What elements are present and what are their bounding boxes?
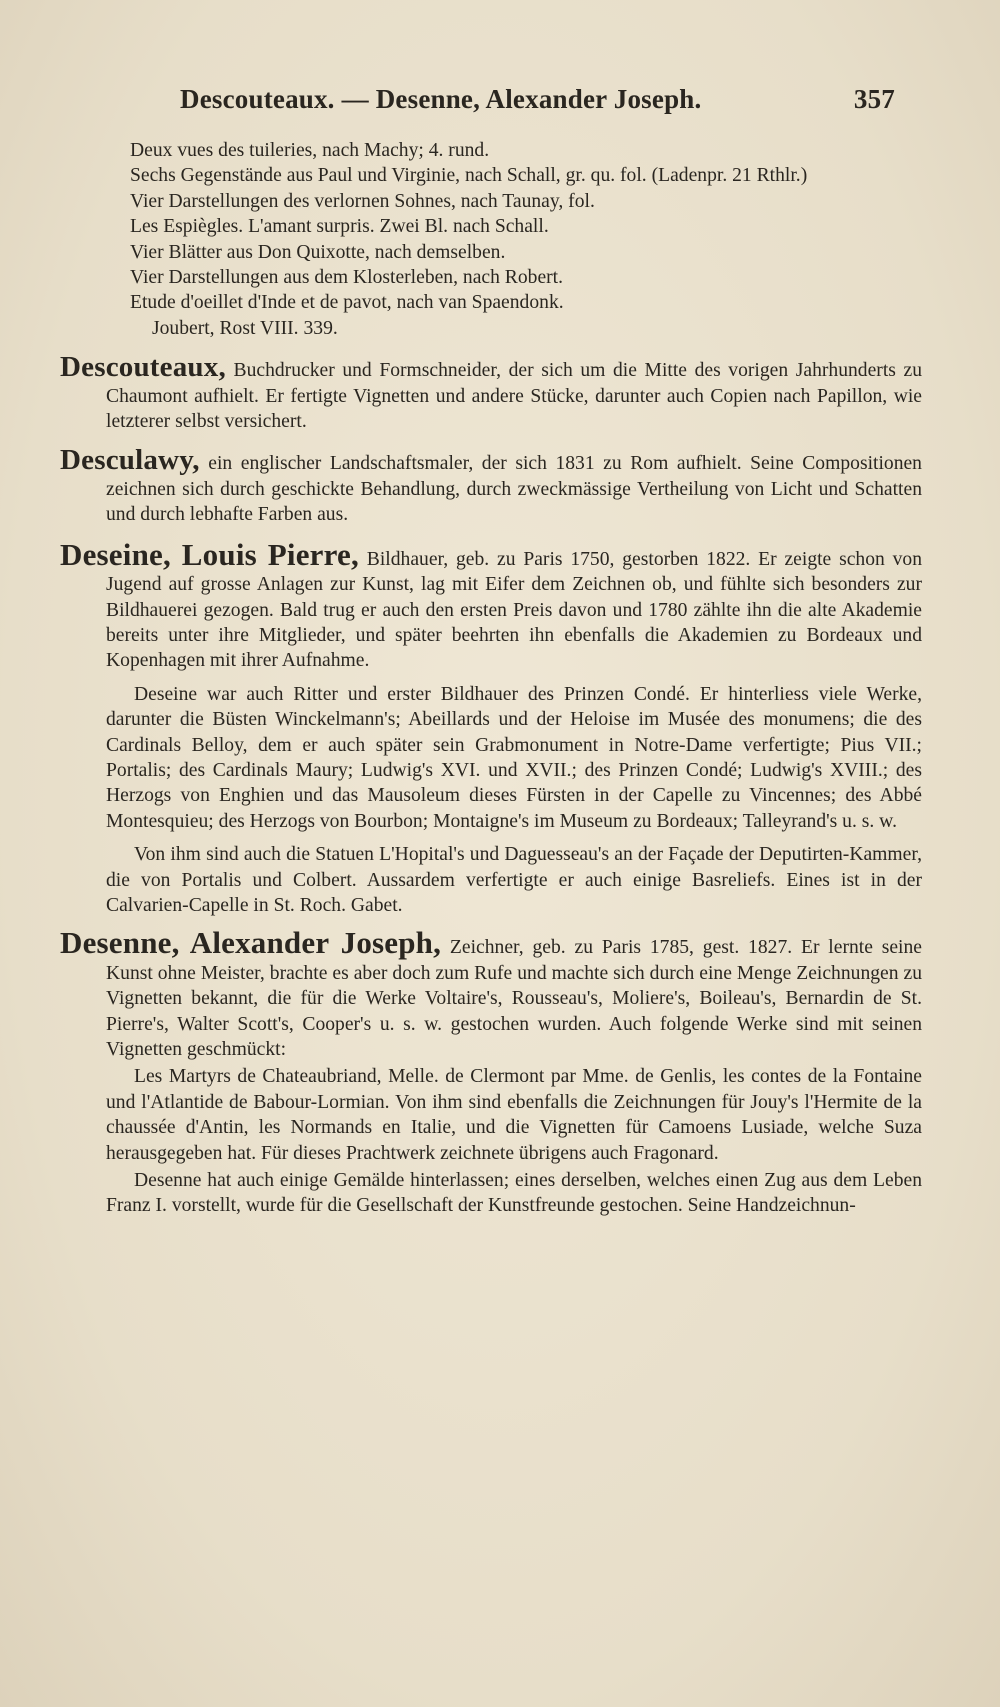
entry-text: Bildhauer, geb. zu Paris 1750, gestorben 1822. Er zeigte schon von Jugend auf grosse Anlagen zur Kunst, lag mit Eifer dem Zeichnen ob, und fühlte sich besonders zur Bildhauerei gezogen. Bald trug er auch den ersten Preis davon und 1780 zählte ihn die alte Akademie bereits unter ihre Mitglieder, und später beehrten ihn ebenfalls die Akademien zu Bordeaux und Kopenhagen mit ihrer Aufnahme. (106, 548, 923, 672)
entry-headword: Desculawy, (60, 444, 200, 477)
entry-headword: Descouteaux, (60, 351, 226, 384)
entry-text: Zeichner, geb. zu Paris 1785, gest. 1827. Er lernte seine Kunst ohne Meister, brachte es aber doch zum Rufe und machte sich durch eine Menge Zeichnungen zu Vignetten bekannt, die für die Werke Voltaire's, Rousseau's, Moliere's, Boileau's, Bernardin de St. Pierre's, Walter Scott's, Cooper's u. s. w. gestochen wurden. Auch folgende Werke sind mit seinen Vignetten geschmückt: (106, 937, 922, 1060)
entry-paragraph: Les Martyrs de Chateaubriand, Melle. de Clermont par Mme. de Genlis, les contes de la Fontaine und l'Atlantide de Babour-Lormian. Von ihm sind ebenfalls die Zeichnungen für Jouy's l'Hermite de la chaussée d'Antin, les Normands en Italie, und die Vignetten für Camoens Lusiade, welche Suza herausgegeben hat. Für dieses Prachtwerk zeichnete übrigens auch Fragonard. (106, 1066, 922, 1164)
list-item: Vier Darstellungen aus dem Klosterleben, nach Robert. (130, 267, 564, 289)
entry-deseine (60, 536, 923, 674)
entry-paragraph: Desenne hat auch einige Gemälde hinterlassen; eines derselben, welches einen Zug aus dem Leben Franz I. vorstellt, wurde für die Gesellschaft der Kunstfreunde gestochen. Seine Handzeichnun- (106, 1170, 922, 1217)
entry-headword: Deseine, Louis Pierre, (60, 536, 359, 572)
page-number: 357 (853, 84, 895, 114)
list-item: Etude d'oeillet d'Inde et de pavot, nach van Spaendonk. (130, 292, 564, 314)
works-list (60, 138, 922, 341)
page-body (60, 138, 922, 1221)
entry-desculawy (60, 444, 922, 527)
list-source: Joubert, Rost VIII. 339. (152, 317, 338, 339)
running-header (180, 84, 895, 115)
entry-paragraph: Deseine war auch Ritter und erster Bildhauer des Prinzen Condé. Er hinterliess viele Werke, darunter die Büsten Winckelmann's; Abeillards und der Heloise im Musée des monumens; die des Cardinals Belloy, dem er auch später sein Grabmonument in Notre-Dame verfertigte; Pius VII.; Portalis; des Cardinals Maury; Ludwig's XVI. und XVII.; des Prinzen Condé; Ludwig's XVIII.; des Herzogs von Enghien und das Mausoleum dieses Fürsten in der Capelle zu Vincennes; des Abbé Montesquieu; des Herzogs von Bourbon; Montaigne's im Museum zu Bordeaux; Talleyrand's u. s. w. (106, 683, 922, 832)
entry-text: Buchdrucker und Formschneider, der sich um die Mitte des vorigen Jahrhunderts zu Chaumont aufhielt. Er fertigte Vignetten und andere Stücke, darunter auch Copien nach Papillon, wie letzterer selbst versichert. (106, 360, 922, 433)
list-item: Deux vues des tuileries, nach Machy; 4. rund. (130, 140, 490, 161)
list-item: Les Espiègles. L'amant surpris. Zwei Bl. nach Schall. (130, 216, 549, 238)
running-title: Descouteaux. — Desenne, Alexander Joseph. (180, 84, 702, 114)
entry-paragraph: Von ihm sind auch die Statuen L'Hopital's und Daguesseau's an der Façade der Deputirten-Kammer, die von Portalis und Colbert. Aussardem verfertigte er auch einige Basreliefs. Eines ist in der Calvarien-Capelle in St. Roch. Gabet. (106, 844, 922, 916)
entry-headword: Desenne, Alexander Joseph, (60, 925, 442, 961)
entry-descouteaux (60, 351, 922, 434)
list-item: Sechs Gegenstände aus Paul und Virginie, nach Schall, gr. qu. fol. (Ladenpr. 21 Rthlr.) (130, 165, 808, 187)
entry-text: ein englischer Landschaftsmaler, der sich 1831 zu Rom aufhielt. Seine Compositionen zeichnen sich durch geschickte Behandlung, durch zweckmässige Vertheilung von Licht und Schatten und durch lebhafte Farben aus. (106, 453, 922, 526)
list-item: Vier Darstellungen des verlornen Sohnes, nach Taunay, fol. (130, 190, 595, 212)
entry-desenne (60, 925, 922, 1062)
list-item: Vier Blätter aus Don Quixotte, nach demselben. (130, 241, 506, 263)
